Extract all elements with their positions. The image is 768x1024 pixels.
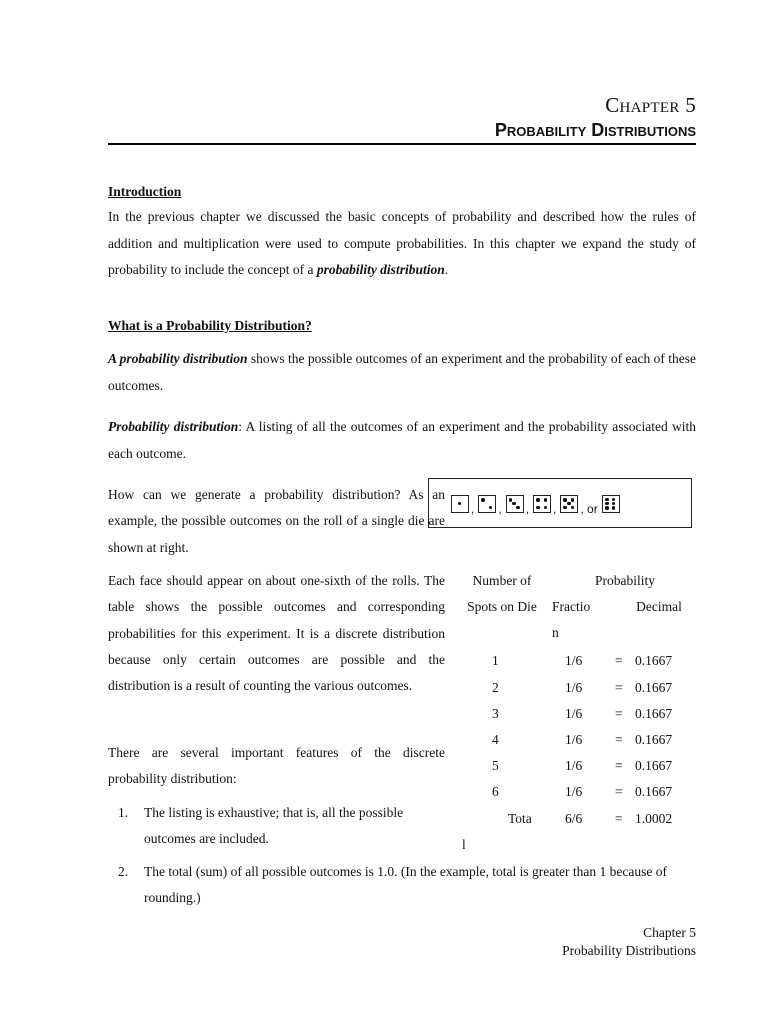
table-row-total: [462, 806, 702, 832]
dice-separator: , or: [580, 502, 598, 516]
row-decimal: 0.1667: [635, 758, 673, 773]
row-fraction: 1/6: [565, 758, 583, 773]
row-decimal: 0.1667: [635, 680, 673, 695]
chapter-number: Chapter 5: [605, 93, 696, 117]
dice-separator: ,: [498, 502, 502, 516]
page-footer: [562, 924, 696, 960]
table-row: [462, 779, 702, 805]
dice-row: [451, 495, 620, 516]
intro-heading-text: Introduction: [108, 184, 182, 199]
table-row: [462, 753, 702, 779]
table-row: [462, 648, 702, 674]
list-text: The total (sum) of all possible outcomes is 1.0. (In the example, total is greater than 1 because of rounding.): [144, 864, 667, 906]
row-fraction: 1/6: [565, 706, 583, 721]
table-row: [462, 675, 702, 701]
row-equals: =: [615, 784, 623, 799]
dice-outcomes-figure: [428, 478, 692, 528]
row-spots: 6: [492, 784, 499, 799]
what-is-heading: [108, 313, 696, 340]
die-face-three-icon: [506, 495, 524, 513]
row-equals: =: [615, 732, 623, 747]
header-rule: [108, 143, 696, 145]
table-header-decimal: Decimal: [636, 599, 682, 614]
definition-term-2: Probability distribution: [108, 419, 239, 434]
intro-paragraph: [108, 204, 696, 284]
list-number: 2.: [118, 864, 129, 879]
features-paragraph: There are several important features of the discrete probability distribution:: [108, 745, 445, 787]
dice-separator: ,: [525, 502, 530, 516]
row-decimal: 1.0002: [635, 811, 673, 826]
row-spots: 2: [492, 680, 499, 695]
table-header-spots: Number of Spots on Die: [467, 573, 537, 615]
dice-separator: ,: [471, 502, 475, 516]
row-decimal: 0.1667: [635, 784, 673, 799]
die-face-one-icon: [451, 495, 469, 513]
table-header-fraction: Fractio n: [552, 599, 591, 641]
definition-term-1: A probability distribution: [108, 351, 248, 366]
table-row: [462, 701, 702, 727]
row-equals: =: [615, 811, 623, 826]
footer-chapter: Chapter 5: [643, 925, 696, 940]
list-text: The listing is exhaustive; that is, all the possible outcomes are included.: [144, 805, 404, 847]
what-is-heading-text: What is a Probability Distribution?: [108, 318, 312, 333]
intro-term: probability distribution: [316, 262, 445, 277]
intro-text-after: .: [444, 262, 449, 277]
row-decimal: 0.1667: [635, 732, 673, 747]
row-equals: =: [615, 680, 623, 695]
row-fraction: 1/6: [565, 680, 583, 695]
chapter-title: Probability Distributions: [494, 120, 696, 140]
row-spots: 3: [492, 706, 499, 721]
dice-paragraph: How can we generate a probability distribution? As an example, the possible outcomes on the roll of a single die are shown at right.: [108, 487, 445, 555]
die-face-five-icon: [560, 495, 578, 513]
row-fraction: 1/6: [565, 732, 583, 747]
footer-title: Probability Distributions: [562, 943, 696, 958]
definition-paragraph-2: [108, 414, 696, 467]
row-spots: Tota: [508, 811, 532, 826]
row-spots: 5: [492, 758, 499, 773]
table-row: [462, 727, 702, 753]
chapter-heading: [495, 92, 696, 142]
intro-heading: [108, 179, 696, 206]
row-equals: =: [615, 653, 623, 668]
row-spots: 1: [492, 653, 499, 668]
definition-text-1: shows the possible outcomes of an experiment and the probability of each of these outcomes.: [108, 351, 696, 393]
row-equals: =: [615, 758, 623, 773]
intro-text-before: In the previous chapter we discussed the basic concepts of probability and described how the rules of addition and multiplication were used to compute probabilities. In this chapter we expand the study of probability to include the concept of a: [108, 209, 696, 277]
row-fraction: 1/6: [565, 784, 583, 799]
table-header-probability: Probability: [595, 573, 655, 588]
die-face-four-icon: [533, 495, 551, 513]
definition-paragraph-1: [108, 346, 696, 399]
dice-separator: ,: [553, 502, 557, 516]
row-decimal: 0.1667: [635, 706, 673, 721]
row-equals: =: [615, 706, 623, 721]
definition-text-2: : A listing of all the outcomes of an experiment and the probability associated with each outcome.: [108, 419, 696, 461]
faces-paragraph: Each face should appear on about one-sixth of the rolls. The table shows the possible outcomes and corresponding probabilities for this experiment. It is a discrete distribution because only certain outcomes are possible and the distribution is a result of counting the various outcomes.: [108, 573, 445, 694]
row-decimal: 0.1667: [635, 653, 673, 668]
row-fraction: 6/6: [565, 811, 583, 826]
row-spots: 4: [492, 732, 499, 747]
die-face-two-icon: [478, 495, 496, 513]
list-number: 1.: [118, 805, 129, 820]
table-wrap-fragment: l: [462, 837, 466, 852]
row-fraction: 1/6: [565, 653, 583, 668]
die-face-six-icon: [602, 495, 620, 513]
